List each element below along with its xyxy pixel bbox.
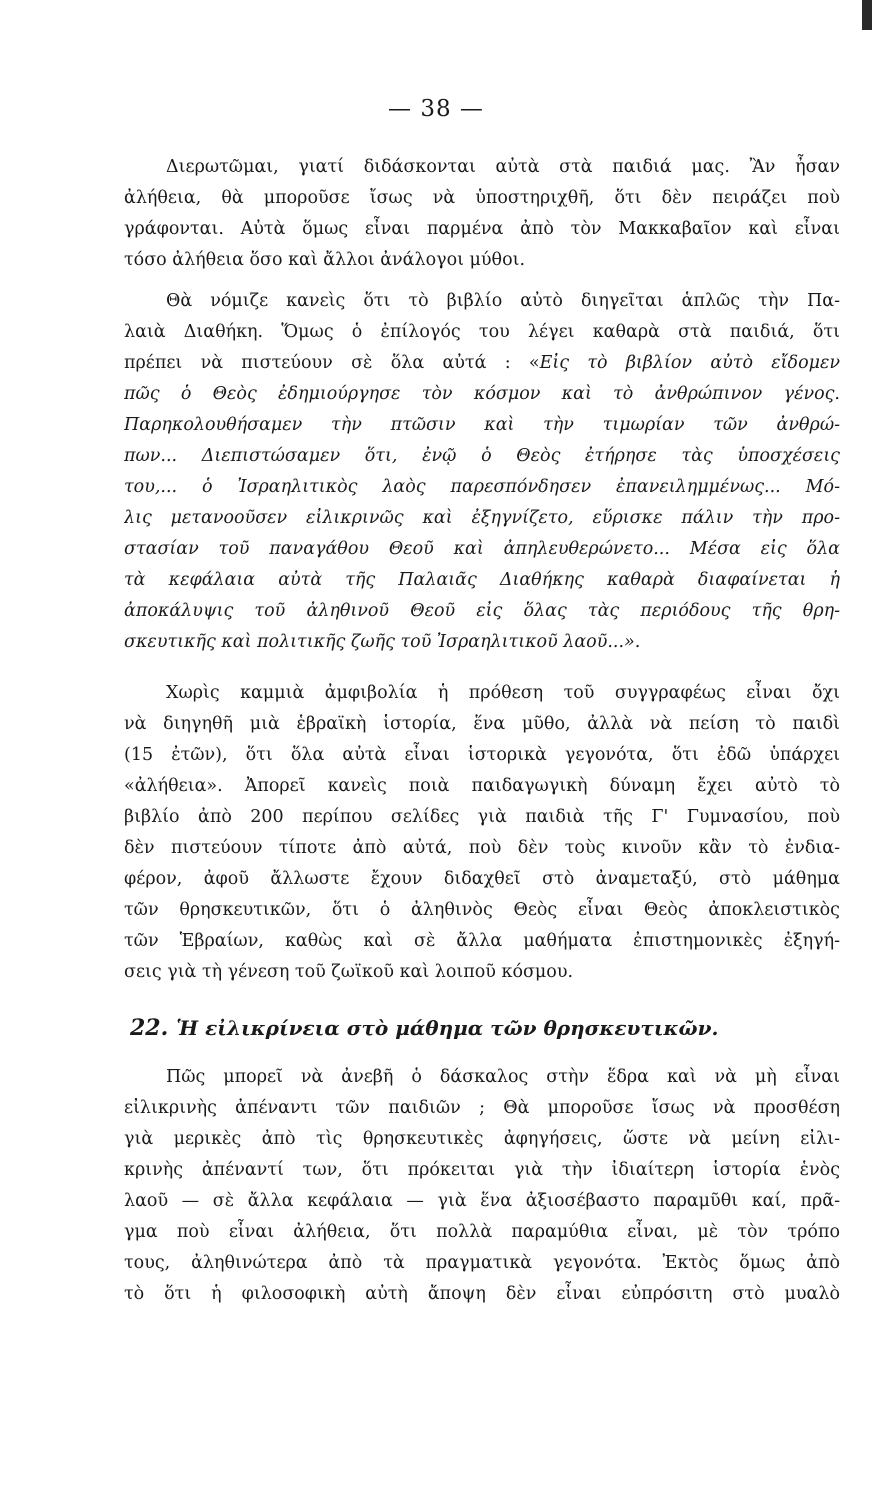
quote-line: ἀποκάλυψις τοῦ ἀληθινοῦ Θεοῦ εἰς ὅλας τὰς περιόδους τῆς θρη- bbox=[124, 601, 840, 621]
text-line: Θὰ νόμιζε κανεὶς ὅτι τὸ βιβλίο αὐτὸ διηγεῖται ἁπλῶς τὴν Πα- bbox=[166, 291, 840, 311]
quote-line: λις μετανοοῦσεν εἰλικρινῶς καὶ ἐξηγνίζετο, εὕρισκε πάλιν τὴν προ- bbox=[124, 508, 840, 528]
text-line: τὸ ὅτι ἡ φιλοσοφικὴ αὐτὴ ἄποψη δὲν εἶναι εὐπρόσιτη στὸ μυαλὸ bbox=[124, 1284, 840, 1304]
quote-line: τὰ κεφάλαια αὐτὰ τῆς Παλαιᾶς Διαθήκης καθαρὰ διαφαίνεται ἡ bbox=[124, 570, 840, 590]
text-line: «ἀλήθεια». Ἀπορεῖ κανεὶς ποιὰ παιδαγωγικὴ δύναμη ἔχει αὐτὸ τὸ bbox=[124, 776, 840, 796]
page-number: — 38 — bbox=[388, 96, 484, 122]
text-line-mixed bbox=[124, 348, 840, 379]
text-line: Διερωτῶμαι, γιατί διδάσκονται αὐτὰ στὰ παιδιά μας. Ἂν ἦσαν bbox=[166, 157, 840, 177]
text-line: φέρον, ἀφοῦ ἄλλωστε ἔχουν διδαχθεῖ στὸ ἀναμεταξύ, στὸ μάθημα bbox=[124, 869, 840, 889]
text-line: βιβλίο ἀπὸ 200 περίπου σελίδες γιὰ παιδιὰ τῆς Γ' Γυμνασίου, ποὺ bbox=[124, 807, 840, 827]
text-line: (15 ἐτῶν), ὅτι ὅλα αὐτὰ εἶναι ἱστορικὰ γεγονότα, ὅτι ἐδῶ ὑπάρχει bbox=[124, 745, 840, 765]
quote-line: Παρηκολουθήσαμεν τὴν πτῶσιν καὶ τὴν τιμωρίαν τῶν ἀνθρώ- bbox=[124, 415, 840, 435]
section-heading bbox=[130, 1015, 830, 1041]
text-line: Πῶς μπορεῖ νὰ ἀνεβῆ ὁ δάσκαλος στὴν ἕδρα καὶ νὰ μὴ εἶναι bbox=[166, 1067, 840, 1087]
text-line: εἰλικρινὴς ἀπέναντι τῶν παιδιῶν ; Θὰ μποροῦσε ἴσως νὰ προσθέση bbox=[124, 1098, 840, 1118]
text-line: δὲν πιστεύουν τίποτε ἀπὸ αὐτά, ποὺ δὲν τοὺς κινοῦν κἂν τὸ ἐνδια- bbox=[124, 838, 840, 858]
text-line: γιὰ μερικὲς ἀπὸ τὶς θρησκευτικὲς ἀφηγήσεις, ὥστε νὰ μείνη εἰλι- bbox=[124, 1129, 840, 1149]
quote-line: στασίαν τοῦ παναγάθου Θεοῦ καὶ ἀπηλευθερώνετο... Μέσα εἰς ὅλα bbox=[124, 539, 840, 559]
quote-line: σκευτικῆς καὶ πολιτικῆς ζωῆς τοῦ Ἰσραηλιτικοῦ λαοῦ...». bbox=[124, 632, 641, 652]
text-line: τῶν θρησκευτικῶν, ὅτι ὁ ἀληθινὸς Θεὸς εἶναι Θεὸς ἀποκλειστικὸς bbox=[124, 900, 840, 920]
quote-line: του,... ὁ Ἰσραηλιτικὸς λαὸς παρεσπόνδησεν ἐπανειλημμένως... Μό- bbox=[124, 477, 840, 497]
text-line: τόσο ἀλήθεια ὅσο καὶ ἄλλοι ἀνάλογοι μύθοι. bbox=[124, 250, 526, 270]
text-line: τους, ἀληθινώτερα ἀπὸ τὰ πραγματικὰ γεγονότα. Ἐκτὸς ὅμως ἀπὸ bbox=[124, 1253, 840, 1273]
text-line: κρινὴς ἀπέναντί των, ὅτι πρόκειται γιὰ τὴν ἰδιαίτερη ἱστορία ἑνὸς bbox=[124, 1160, 840, 1180]
text-italic: Εἰς τὸ βιβλίον αὐτὸ εἴδομεν bbox=[539, 353, 840, 373]
scan-edge-mark bbox=[862, 0, 872, 30]
text-line: ἀλήθεια, θὰ μποροῦσε ἴσως νὰ ὑποστηριχθῆ, ὅτι δὲν πειράζει ποὺ bbox=[124, 188, 840, 208]
quote-line: πων... Διεπιστώσαμεν ὅτι, ἐνῷ ὁ Θεὸς ἐτήρησε τὰς ὑποσχέσεις bbox=[124, 446, 840, 466]
text-line: γράφονται. Αὐτὰ ὅμως εἶναι παρμένα ἀπὸ τὸν Μακκαβαῖον καὶ εἶναι bbox=[124, 219, 840, 239]
paragraph-1 bbox=[124, 152, 840, 276]
text-line: τῶν Ἑβραίων, καθὼς καὶ σὲ ἄλλα μαθήματα ἐπιστημονικὲς ἐξηγή- bbox=[124, 931, 840, 951]
paragraph-4 bbox=[124, 1062, 840, 1310]
text-line: λαοῦ — σὲ ἄλλα κεφάλαια — γιὰ ἕνα ἀξιοσέβαστο παραμῦθι καί, πρᾶ- bbox=[124, 1191, 840, 1211]
text-line: λαιὰ Διαθήκη. Ὅμως ὁ ἐπίλογός του λέγει καθαρὰ στὰ παιδιά, ὅτι bbox=[124, 322, 840, 342]
section-number: 22. bbox=[130, 1015, 169, 1041]
text-line: Χωρὶς καμμιὰ ἀμφιβολία ἡ πρόθεση τοῦ συγγραφέως εἶναι ὄχι bbox=[166, 683, 840, 703]
text-line: σεις γιὰ τὴ γένεση τοῦ ζωϊκοῦ καὶ λοιποῦ κόσμου. bbox=[124, 962, 574, 982]
quote-line: πῶς ὁ Θεὸς ἐδημιούργησε τὸν κόσμον καὶ τὸ ἀνθρώπινον γένος. bbox=[124, 384, 840, 404]
text-roman: πρέπει νὰ πιστεύουν σὲ ὅλα αὐτά : « bbox=[124, 353, 540, 373]
paragraph-2 bbox=[124, 286, 840, 658]
section-title: Ἡ εἰλικρίνεια στὸ μάθημα τῶν θρησκευτικῶν. bbox=[176, 1016, 719, 1040]
text-line: νὰ διηγηθῆ μιὰ ἑβραϊκὴ ἱστορία, ἕνα μῦθο, ἀλλὰ νὰ πείση τὸ παιδὶ bbox=[124, 714, 840, 734]
text-line: γμα ποὺ εἶναι ἀλήθεια, ὅτι πολλὰ παραμύθια εἶναι, μὲ τὸν τρόπο bbox=[124, 1222, 840, 1242]
paragraph-3 bbox=[124, 678, 840, 988]
